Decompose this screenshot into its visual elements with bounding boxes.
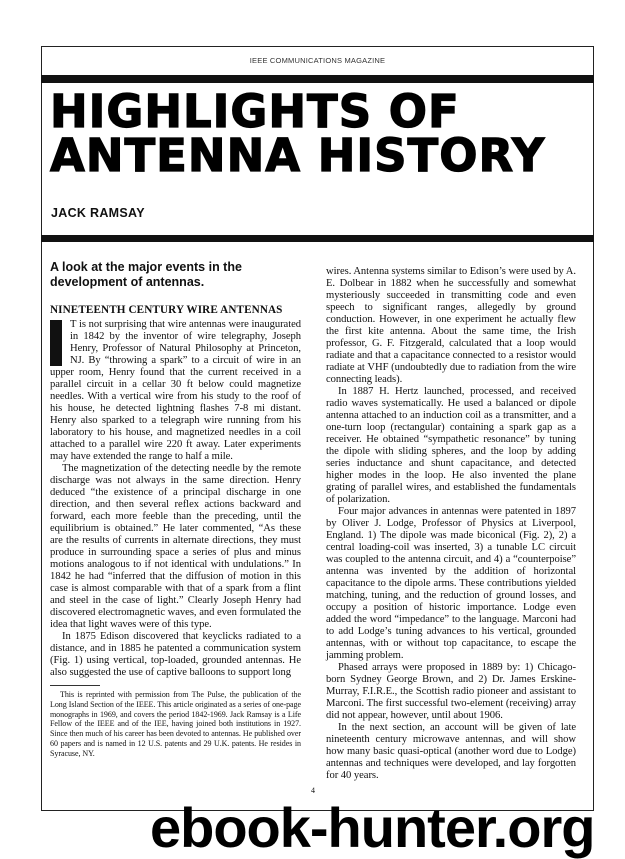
article-title <box>50 85 546 182</box>
title-line-1: HIGHLIGHTS OF <box>50 85 460 138</box>
paragraph: In the next section, an account will be given of late nineteenth century microwave antennas, and will show how many basic quasi-optical (another word due to Lodge) antennas and techniques were developed, and lay forgotten for 40 years. <box>326 722 576 781</box>
paragraph: wires. Antenna systems similar to Edison’s were used by A. E. Dolbear in 1882 when he successfully and somewhat mysteriously succeeded in transmitting code and even speech to significant ranges, allegedly by ground conduction. However, in one experiment he actually flew the first kite antenna. About the same time, the Irish professor, G. F. Fitzgerald, calculated that a loop would radiate and that a capacitance connected to a resistor would radiate at VHF (undoubtedly due to radiation from the wire connecting leads). <box>326 266 576 385</box>
drop-cap <box>50 320 62 366</box>
watermark: ebook-hunter.org <box>150 796 595 859</box>
paragraph: Four major advances in antennas were patented in 1897 by Oliver J. Lodge, Professor of Physics at Liverpool, England. 1) The dipole was made biconical (Fig. 2), 2) a central loading-coil was inserted, 3) a tunable LC circuit was coupled to the antenna circuit, and 4) a “counterpoise” antenna was invented by the addition of horizontal capacitance to the dipole arms. These contributions yielded matching, tuning, and the reduction of ground losses, and occupy a position of historic importance. Lodge even added the word “impedance” to the language. Marconi had to add Lodge’s tuning advances to his vertical, grounded antennas, with or without top capacitance, to escape the jamming problem. <box>326 506 576 661</box>
magazine-header: IEEE COMMUNICATIONS MAGAZINE <box>249 56 386 65</box>
left-column <box>50 304 301 759</box>
paragraph: In 1875 Edison discovered that keyclicks radiated to a distance, and in 1885 he patented a communication system (Fig. 1) using vertical, top-loaded, grounded antennas. He also suggested the use of captive balloons to support long <box>50 631 301 678</box>
header-rule <box>41 75 594 83</box>
paragraph: T is not surprising that wire antennas were inaugurated in 1842 by the inventor of wire telegraphy, Joseph Henry, Professor of Natural Philosophy at Princeton, NJ. By “throwing a spark” to a circuit of wire in an upper room, Henry found that the current received in a parallel circuit in a cellar 30 ft below could magnetize needles. With a vertical wire from his study to the roof of his house, he detected lightning flashes 7-8 mi distant. Henry also sparked to a telegraph wire running from his laboratory to his house, and magnetized needles in a coil attached to a parallel wire 220 ft away. Later experiments may have extended the range to half a mile. <box>50 319 301 462</box>
footnote-rule <box>50 685 100 686</box>
paragraph: In 1887 H. Hertz launched, processed, and received radio waves systematically. He used a balanced or dipole antenna attached to an induction coil as a transmitter, and a one-turn loop (rectangular) containing a spark gap as a receiver. He obtained “sympathetic resonance” by tuning the dipole with sliding spheres, and the loop by adding series inductance and shunt capacitance, and detected higher modes in the loop. He also invented the plane grating of parallel wires, and established the fundamentals of polarization. <box>326 386 576 505</box>
footnote: This is reprinted with permission from The Pulse, the publication of the Long Island Section of the IEEE. This article originated as a series of one-page monographs in 1969, and covers the period 1842-1969. Jack Ramsay is a Life Fellow of the IEEE and of the IEE, having joined both institutions in 1927. Since then much of his career has been devoted to antennas. He published over 60 papers and is named in 12 U.S. patents and 29 U.K. patents. He resides in Syracuse, NY. <box>50 690 301 758</box>
paragraph: The magnetization of the detecting needle by the remote discharge was not always in the same direction. Henry deduced “the existence of a principal discharge in one direction, and then several reflex actions backward and forward, each more feeble than the preceding, until the equilibrium is obtained.” He later commented, “As these are the results of currents in alternate directions, they must produce in surrounding space a series of plus and minus motions analogous to if not identical with undulations.” In 1842 he had “inferred that the diffusion of motion in this case is almost comparable with that of a spark from a flint and steel in the case of light.” Clearly Joseph Henry had discovered electromagnetic waves, and even formulated the idea that light waves were of this type. <box>50 463 301 630</box>
author: JACK RAMSAY <box>51 206 145 220</box>
article-deck: A look at the major events in the development of antennas. <box>50 260 242 289</box>
title-rule <box>41 235 594 242</box>
right-column <box>326 266 576 782</box>
paragraph: Phased arrays were proposed in 1889 by: 1) Chicago-born Sydney George Brown, and 2) Dr. James Erskine-Murray, F.I.R.E., the Scottish radio pioneer and assistant to Marconi. The first successful two-element (receiving) array did not appear, however, until about 1906. <box>326 662 576 721</box>
page-number: 4 <box>311 786 315 795</box>
title-line-2: ANTENNA HISTORY <box>50 129 546 182</box>
section-heading: NINETEENTH CENTURY WIRE ANTENNAS <box>50 304 283 316</box>
